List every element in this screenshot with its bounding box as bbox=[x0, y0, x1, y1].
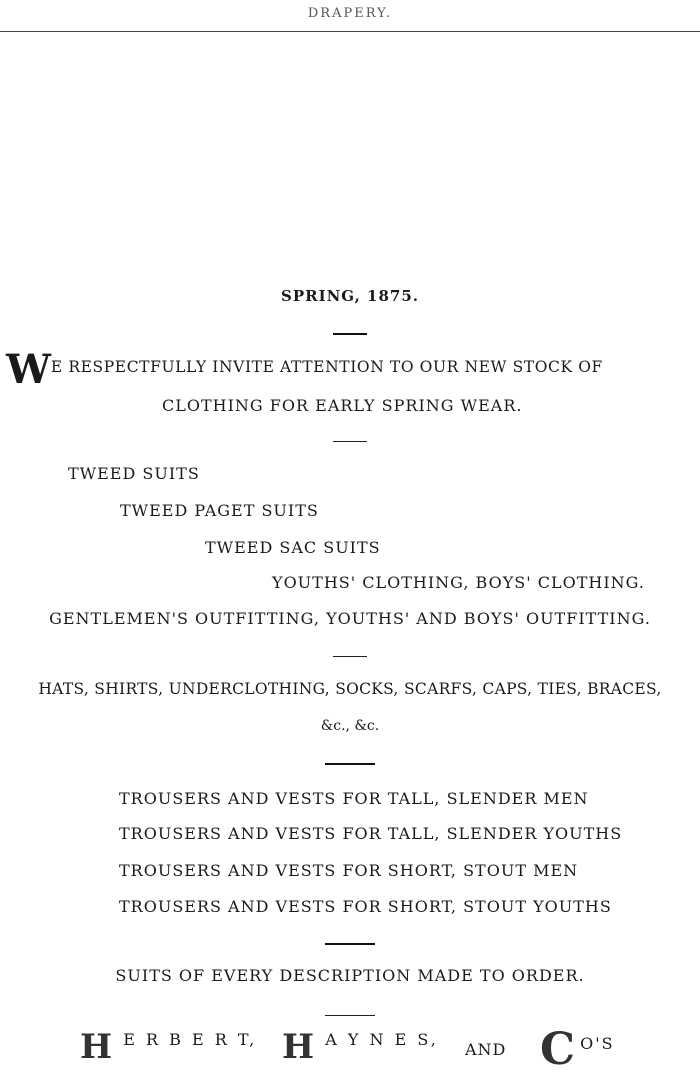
divider bbox=[325, 943, 375, 945]
signature-herbert: E R B E R T, bbox=[123, 1030, 258, 1049]
ornate-initial-h: H bbox=[282, 1027, 315, 1067]
page-header-title: DRAPERY. bbox=[307, 6, 393, 21]
signature-line bbox=[80, 1027, 258, 1067]
trousers-item: TROUSERS AND VESTS FOR SHORT, STOUT MEN bbox=[119, 861, 579, 880]
signature-co: O'S bbox=[580, 1034, 615, 1053]
divider bbox=[325, 1015, 375, 1016]
accessories-line: HATS, SHIRTS, UNDERCLOTHING, SOCKS, SCARFS, CAPS, TIES, BRACES, bbox=[38, 680, 662, 698]
made-to-order-line: SUITS OF EVERY DESCRIPTION MADE TO ORDER. bbox=[115, 966, 585, 985]
trousers-item: TROUSERS AND VESTS FOR SHORT, STOUT YOUTHS bbox=[119, 897, 612, 916]
trousers-item: TROUSERS AND VESTS FOR TALL, SLENDER MEN bbox=[119, 789, 589, 808]
accessories-etc: &c., &c. bbox=[320, 718, 380, 734]
suits-item: YOUTHS' CLOTHING, BOYS' CLOTHING. bbox=[272, 573, 645, 592]
season-title: SPRING, 1875. bbox=[281, 287, 419, 305]
divider bbox=[333, 441, 367, 442]
divider bbox=[333, 656, 367, 657]
intro-line-1 bbox=[6, 346, 603, 393]
suits-item: TWEED SAC SUITS bbox=[205, 538, 381, 557]
ornate-initial-h: H bbox=[80, 1027, 113, 1067]
ornate-initial-c: C bbox=[540, 1024, 576, 1075]
signature-haynes-text: A Y N E S, bbox=[325, 1030, 439, 1049]
signature-and: AND bbox=[465, 1040, 507, 1059]
divider bbox=[333, 333, 367, 335]
intro-text: E RESPECTFULLY INVITE ATTENTION TO OUR NEW STOCK OF bbox=[50, 358, 603, 376]
trousers-item: TROUSERS AND VESTS FOR TALL, SLENDER YOUTHS bbox=[119, 824, 623, 843]
suits-item: TWEED SUITS bbox=[68, 464, 200, 483]
signature-haynes bbox=[282, 1027, 439, 1067]
drop-cap: W bbox=[6, 346, 51, 393]
outfitting-line: GENTLEMEN'S OUTFITTING, YOUTHS' AND BOYS' OUTFITTING. bbox=[49, 609, 651, 628]
divider bbox=[325, 763, 375, 765]
signature-company bbox=[540, 1024, 615, 1075]
header-rule bbox=[0, 31, 700, 32]
suits-item: TWEED PAGET SUITS bbox=[120, 501, 319, 520]
intro-line-2: CLOTHING FOR EARLY SPRING WEAR. bbox=[162, 396, 523, 415]
